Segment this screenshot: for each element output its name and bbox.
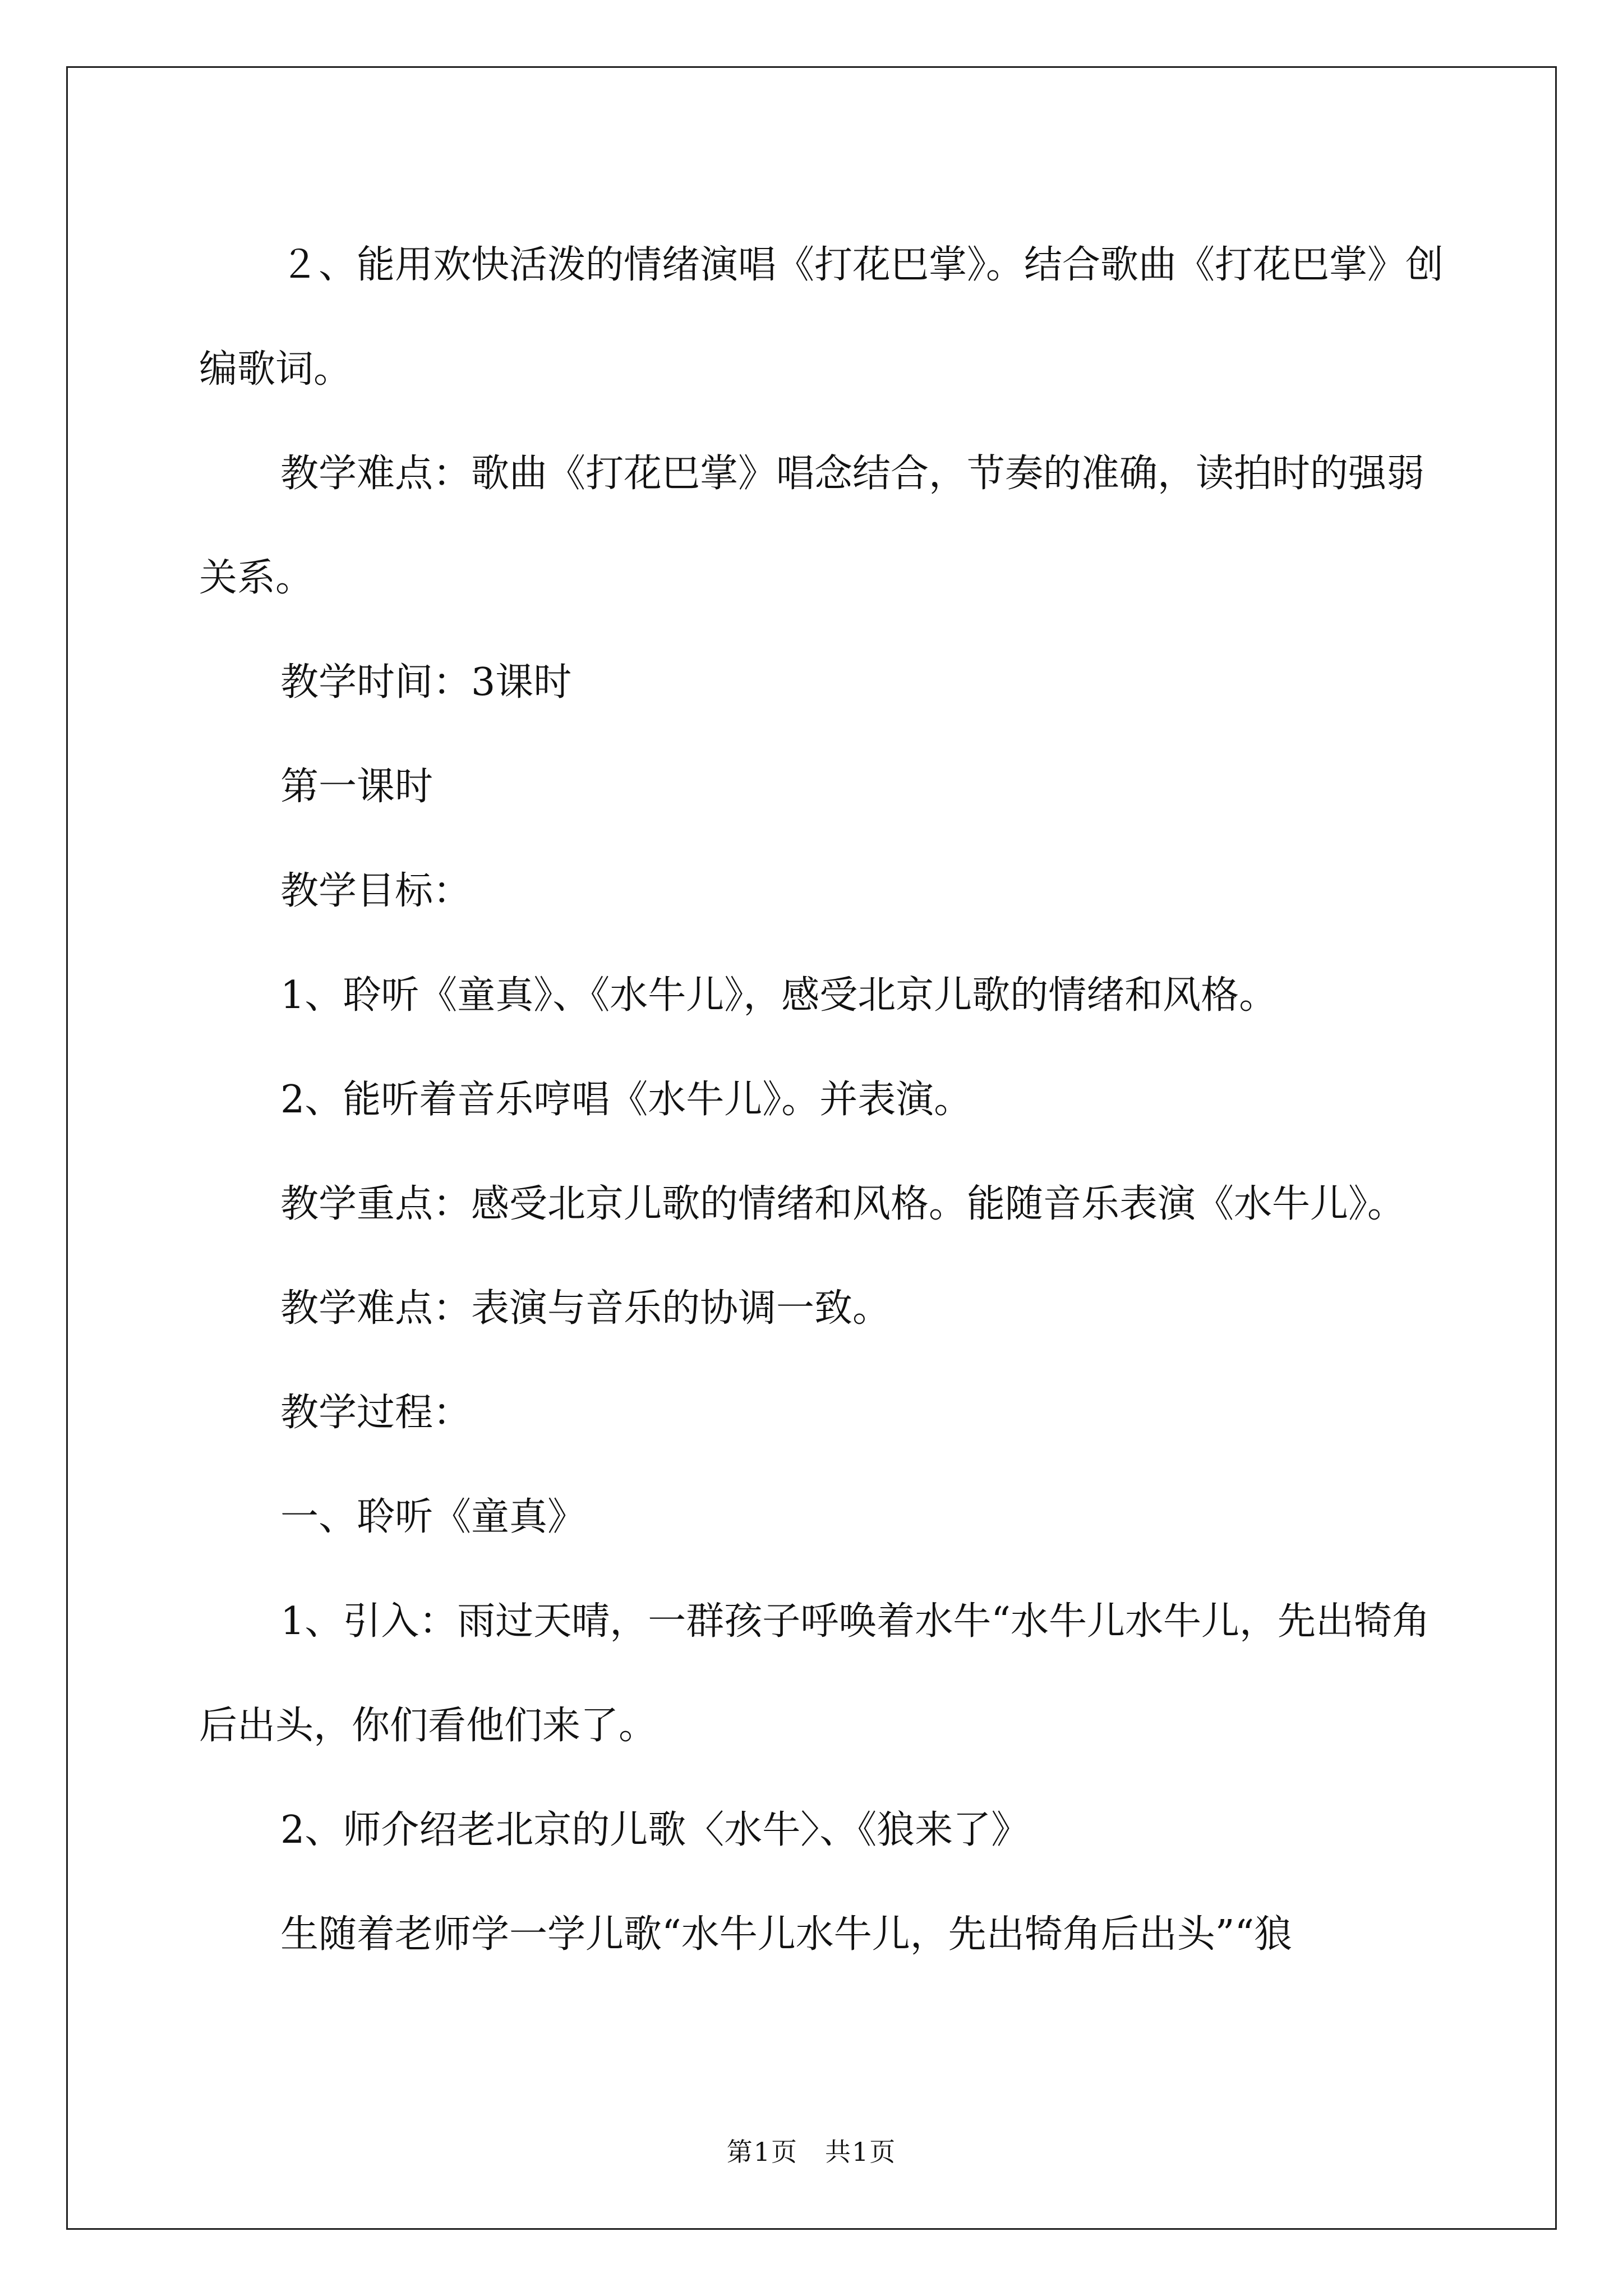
paragraph-step-1: 1、引入：雨过天晴，一群孩子呼唤着水牛“水牛儿水牛儿，先出犄角后出头，你们看他们来了。 — [199, 1599, 1431, 1748]
paragraph-objective-2: 2、能听着音乐哼唱《水牛儿》。并表演。 — [280, 1078, 972, 1122]
paragraph-objective-1: 1、聆听《童真》、《水牛儿》，感受北京儿歌的情绪和风格。 — [280, 973, 1278, 1018]
page-footer: 第1页 共1页 — [726, 2137, 897, 2167]
paragraph-process-heading: 教学过程： — [280, 1391, 472, 1435]
paragraph-objectives-heading: 教学目标： — [280, 869, 472, 913]
paragraph-teaching-time: 教学时间：3课时 — [280, 660, 572, 705]
paragraph-key-points: 教学重点：感受北京儿歌的情绪和风格。能随音乐表演《水牛儿》。 — [280, 1182, 1406, 1226]
document-body — [199, 213, 1489, 1987]
paragraph-step-2: 2、师介绍老北京的儿歌〈水牛〉、《狼来了》 — [280, 1808, 1030, 1852]
paragraph-lesson-heading: 第一课时 — [280, 765, 434, 809]
paragraph-student-activity: 生随着老师学一学儿歌“水牛儿水牛儿，先出犄角后出头”“狼 — [280, 1912, 1293, 1957]
paragraph-difficulty-2: 教学难点：表演与音乐的协调一致。 — [280, 1286, 891, 1331]
paragraph-difficulty: 教学难点：歌曲《打花巴掌》唱念结合，节奏的准确，读拍时的强弱关系。 — [199, 452, 1425, 600]
paragraph-goal-2: ２、能用欢快活泼的情绪演唱《打花巴掌》。结合歌曲《打花巴掌》创编歌词。 — [199, 243, 1444, 392]
paragraph-section-1: 一、聆听《童真》 — [280, 1495, 586, 1539]
